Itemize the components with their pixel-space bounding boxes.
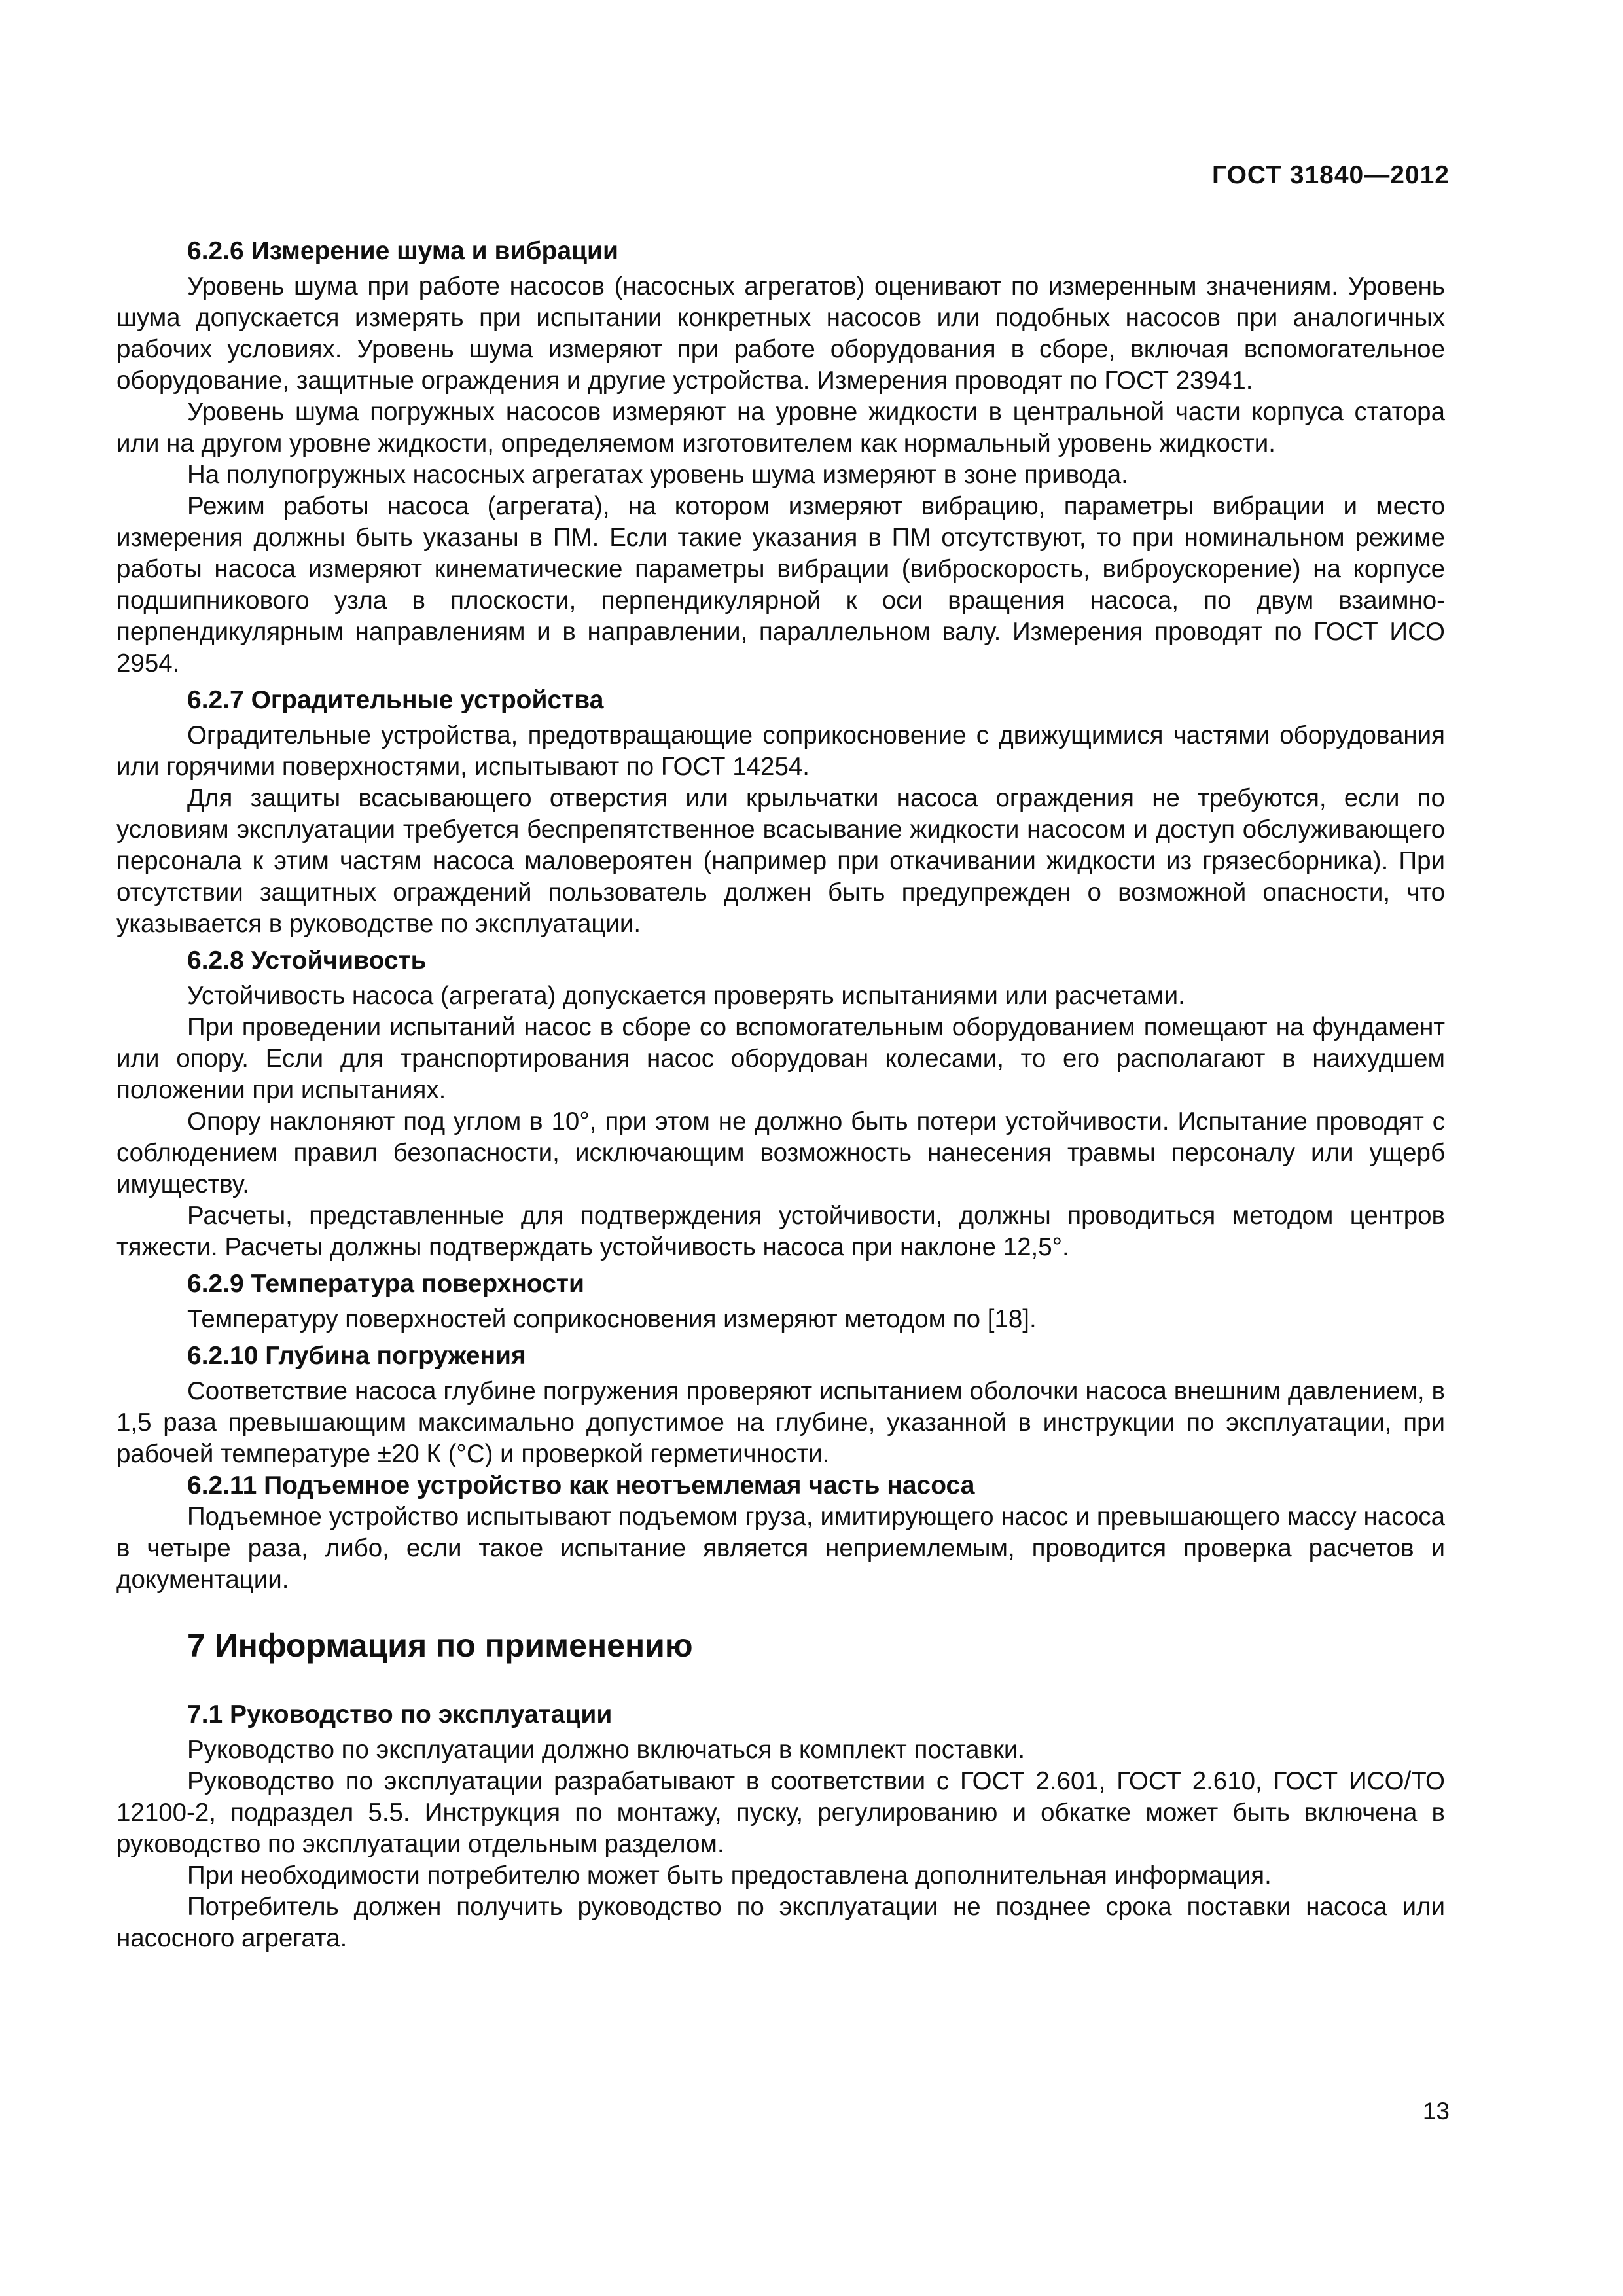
paragraph: При проведении испытаний насос в сборе со вспомогательным оборудованием помещают на фундамент или опору. Если для транспортирования насос оборудован колесами, то его располагают в наихудшем положении при испытаниях. — [116, 1013, 1445, 1104]
paragraph: Соответствие насоса глубине погружения проверяют испытанием оболочки насоса внешним давлением, в 1,5 раза превышающим максимально допустимое на глубине, указанной в инструкции по эксплуатации, при рабочей температуре ±20 К (°С) и проверкой герметичности. — [116, 1377, 1445, 1468]
paragraph: Расчеты, представленные для подтверждения устойчивости, должны проводиться методом центров тяжести. Расчеты должны подтверждать устойчивость насоса при наклоне 12,5°. — [116, 1202, 1445, 1261]
paragraph: Опору наклоняют под углом в 10°, при этом не должно быть потери устойчивости. Испытание проводят с соблюдением правил безопасности, исключающим возможность нанесения травмы персоналу или ущерб имуществу. — [116, 1107, 1445, 1198]
document-body — [116, 230, 1445, 1954]
paragraph: Потребитель должен получить руководство по эксплуатации не позднее срока поставки насоса или насосного агрегата. — [116, 1893, 1445, 1952]
section-heading: 7.1 Руководство по эксплуатации — [187, 1700, 613, 1729]
paragraph: Режим работы насоса (агрегата), на котором измеряют вибрацию, параметры вибрации и место измерения должны быть указаны в ПМ. Если такие указания в ПМ отсутствуют, то при номинальном режиме работы насоса измеряют кинематические параметры вибрации (виброскорость, виброускорение) на корпусе подшипникового узла в плоскости, перпендикулярной к оси вращения насоса, по двум взаимно-перпендикулярным направлениям и в направлении, параллельном валу. Измерения проводят по ГОСТ ИСО 2954. — [116, 492, 1445, 677]
paragraph: Уровень шума при работе насосов (насосных агрегатов) оценивают по измеренным значениям. Уровень шума допускается измерять при испытании конкретных насосов или подобных насосов при аналогичных рабочих условиях. Уровень шума измеряют при работе оборудования в сборе, включая вспомогательное оборудование, защитные ограждения и другие устройства. Измерения проводят по ГОСТ 23941. — [116, 272, 1445, 395]
page-number: 13 — [1422, 2098, 1450, 2125]
paragraph: Оградительные устройства, предотвращающие соприкосновение с движущимися частями оборудования или горячими поверхностями, испытывают по ГОСТ 14254. — [116, 721, 1445, 781]
section-heading: 6.2.10 Глубина погружения — [187, 1342, 526, 1370]
section-heading: 6.2.6 Измерение шума и вибрации — [187, 237, 618, 265]
paragraph: На полупогружных насосных агрегатах уровень шума измеряют в зоне привода. — [187, 461, 1128, 489]
document-id: ГОСТ 31840—2012 — [1212, 161, 1450, 189]
section-heading: 6.2.9 Температура поверхности — [187, 1270, 584, 1298]
section-heading: 6.2.7 Оградительные устройства — [187, 686, 604, 714]
paragraph: Уровень шума погружных насосов измеряют на уровне жидкости в центральной части корпуса статора или на другом уровне жидкости, определяемом изготовителем как нормальный уровень жидкости. — [116, 398, 1445, 457]
section-heading: 6.2.8 Устойчивость — [187, 946, 427, 975]
section-heading: 6.2.11 Подъемное устройство как неотъемлемая часть насоса — [187, 1471, 975, 1499]
chapter-heading: 7 Информация по применению — [187, 1627, 693, 1664]
paragraph: При необходимости потребителю может быть предоставлена дополнительная информация. — [187, 1861, 1272, 1890]
paragraph: Температуру поверхностей соприкосновения измеряют методом по [18]. — [187, 1305, 1037, 1333]
paragraph: Для защиты всасывающего отверстия или крыльчатки насоса ограждения не требуются, если по условиям эксплуатации требуется беспрепятственное всасывание жидкости насосом и доступ обслуживающего персонала к этим частям насоса маловероятен (например при откачивании жидкости из грязесборника). При отсутствии защитных ограждений пользователь должен быть предупрежден о возможной опасности, что указывается в руководстве по эксплуатации. — [116, 784, 1445, 938]
paragraph: Руководство по эксплуатации должно включаться в комплект поставки. — [187, 1736, 1026, 1764]
paragraph: Подъемное устройство испытывают подъемом груза, имитирующего насос и превышающего массу насоса в четыре раза, либо, если такое испытание является неприемлемым, проводится проверка расчетов и документации. — [116, 1503, 1445, 1594]
paragraph: Руководство по эксплуатации разрабатывают в соответствии с ГОСТ 2.601, ГОСТ 2.610, ГОСТ ИСО/ТО 12100-2, подраздел 5.5. Инструкция по монтажу, пуску, регулированию и обкатке может быть включена в руководство по эксплуатации отдельным разделом. — [116, 1767, 1445, 1858]
paragraph: Устойчивость насоса (агрегата) допускается проверять испытаниями или расчетами. — [187, 982, 1185, 1010]
